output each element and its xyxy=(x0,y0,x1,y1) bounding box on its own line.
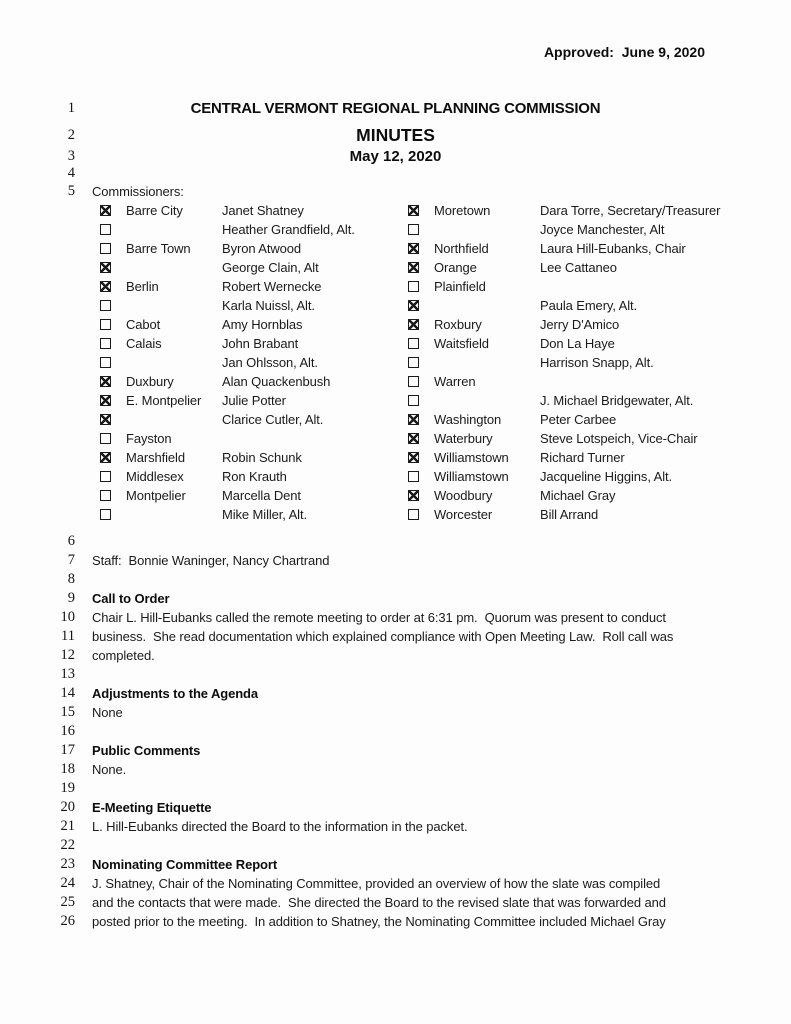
doc-line xyxy=(40,608,751,627)
attendance-checkbox xyxy=(100,452,111,463)
member-name: Marcella Dent xyxy=(222,488,301,503)
town-label: Worcester xyxy=(434,507,493,522)
attendance-checkbox xyxy=(408,300,419,311)
member-name: Jerry D'Amico xyxy=(540,317,620,332)
member-name: Janet Shatney xyxy=(222,203,304,218)
member-name: Laura Hill-Eubanks, Chair xyxy=(540,241,686,256)
town-label: Marshfield xyxy=(126,450,185,465)
commissioner-row xyxy=(100,239,751,258)
line-text: posted prior to the meeting. In addition to Shatney, the Nominating Committee included Michael Gray xyxy=(92,914,666,929)
doc-line xyxy=(40,760,751,779)
attendance-checkbox xyxy=(100,243,111,254)
line-number: 9 xyxy=(67,590,75,606)
line-number: 23 xyxy=(60,856,75,872)
line-number: 16 xyxy=(60,723,75,739)
attendance-checkbox xyxy=(100,471,111,482)
member-name: Jan Ohlsson, Alt. xyxy=(222,355,318,370)
doc-line xyxy=(40,122,751,148)
member-name: Richard Turner xyxy=(540,450,625,465)
attendance-checkbox xyxy=(408,357,419,368)
attendance-checkbox xyxy=(408,338,419,349)
line-number: 1 xyxy=(67,100,75,116)
doc-line xyxy=(40,722,751,741)
member-name: Paula Emery, Alt. xyxy=(540,298,638,313)
commissioner-row xyxy=(100,201,751,220)
member-name: Heather Grandfield, Alt. xyxy=(222,222,355,237)
section-heading: Nominating Committee Report xyxy=(92,857,278,872)
member-name: Michael Gray xyxy=(540,488,616,503)
town-label: E. Montpelier xyxy=(126,393,202,408)
doc-line xyxy=(40,798,751,817)
commissioner-row xyxy=(100,372,751,391)
section-heading: Call to Order xyxy=(92,591,170,606)
town-label: Warren xyxy=(434,374,476,389)
attendance-checkbox xyxy=(100,395,111,406)
member-name: George Clain, Alt xyxy=(222,260,319,275)
doc-line xyxy=(40,665,751,684)
line-number: 3 xyxy=(67,148,75,164)
line-number: 11 xyxy=(61,628,75,644)
member-name: Lee Cattaneo xyxy=(540,260,617,275)
member-name: Jacqueline Higgins, Alt. xyxy=(540,469,673,484)
town-label: Fayston xyxy=(126,431,172,446)
section-heading: Public Comments xyxy=(92,743,201,758)
doc-subtitle: MINUTES xyxy=(356,125,435,145)
doc-line xyxy=(40,912,751,931)
attendance-checkbox xyxy=(408,433,419,444)
line-number: 24 xyxy=(60,875,75,891)
attendance-checkbox xyxy=(408,224,419,235)
doc-line xyxy=(40,703,751,722)
line-text: completed. xyxy=(92,648,155,663)
commissioner-row xyxy=(100,486,751,505)
attendance-checkbox xyxy=(100,319,111,330)
section-heading: E-Meeting Etiquette xyxy=(92,800,212,815)
member-name: Mike Miller, Alt. xyxy=(222,507,307,522)
line-number: 4 xyxy=(67,165,75,181)
member-name: Ron Krauth xyxy=(222,469,287,484)
attendance-checkbox xyxy=(408,471,419,482)
attendance-checkbox xyxy=(100,490,111,501)
line-number: 13 xyxy=(60,666,75,682)
attendance-checkbox xyxy=(100,414,111,425)
line-number: 19 xyxy=(60,780,75,796)
town-label: Williamstown xyxy=(434,469,509,484)
line-number: 20 xyxy=(60,799,75,815)
attendance-checkbox xyxy=(408,395,419,406)
line-number: 7 xyxy=(67,552,75,568)
attendance-checkbox xyxy=(100,224,111,235)
commissioner-row xyxy=(100,277,751,296)
line-text: and the contacts that were made. She directed the Board to the revised slate that was forwarded and xyxy=(92,895,666,910)
line-number: 22 xyxy=(60,837,75,853)
doc-title: CENTRAL VERMONT REGIONAL PLANNING COMMISSION xyxy=(190,100,601,117)
commissioner-row xyxy=(100,315,751,334)
attendance-checkbox xyxy=(408,376,419,387)
town-label: Orange xyxy=(434,260,477,275)
town-label: Cabot xyxy=(126,317,161,332)
town-label: Roxbury xyxy=(434,317,482,332)
doc-line xyxy=(40,817,751,836)
doc-line xyxy=(40,570,751,589)
doc-line xyxy=(40,532,751,551)
attendance-checkbox xyxy=(408,205,419,216)
line-text: Commissioners: xyxy=(92,184,184,199)
attendance-checkbox xyxy=(100,433,111,444)
line-text: L. Hill-Eubanks directed the Board to the information in the packet. xyxy=(92,819,468,834)
town-label: Williamstown xyxy=(434,450,509,465)
line-number: 10 xyxy=(60,609,75,625)
town-label: Barre Town xyxy=(126,241,191,256)
member-name: Dara Torre, Secretary/Treasurer xyxy=(540,203,721,218)
line-text: None. xyxy=(92,762,127,777)
commissioner-row xyxy=(100,467,751,486)
member-name: J. Michael Bridgewater, Alt. xyxy=(540,393,694,408)
town-label: Montpelier xyxy=(126,488,186,503)
commissioner-row xyxy=(100,353,751,372)
commissioner-row xyxy=(100,220,751,239)
town-label: Northfield xyxy=(434,241,489,256)
doc-line xyxy=(40,165,751,182)
section-heading: Adjustments to the Agenda xyxy=(92,686,259,701)
attendance-checkbox xyxy=(408,319,419,330)
doc-line xyxy=(40,836,751,855)
member-name: Amy Hornblas xyxy=(222,317,303,332)
attendance-checkbox xyxy=(100,281,111,292)
doc-line xyxy=(40,551,751,570)
doc-line xyxy=(40,182,751,201)
member-name: John Brabant xyxy=(222,336,299,351)
member-name: Clarice Cutler, Alt. xyxy=(222,412,324,427)
attendance-checkbox xyxy=(100,376,111,387)
attendance-checkbox xyxy=(100,509,111,520)
line-number: 12 xyxy=(60,647,75,663)
doc-line xyxy=(40,779,751,798)
line-number: 6 xyxy=(67,533,75,549)
line-number: 26 xyxy=(60,913,75,929)
line-number: 8 xyxy=(67,571,75,587)
line-number: 18 xyxy=(60,761,75,777)
member-name: Robin Schunk xyxy=(222,450,302,465)
line-text: J. Shatney, Chair of the Nominating Committee, provided an overview of how the slate was compiled xyxy=(92,876,661,891)
doc-line xyxy=(40,741,751,760)
line-text: Chair L. Hill-Eubanks called the remote meeting to order at 6:31 pm. Quorum was present to conduct xyxy=(92,610,666,625)
attendance-checkbox xyxy=(408,490,419,501)
commissioner-row xyxy=(100,410,751,429)
doc-line xyxy=(40,148,751,165)
town-label: Barre City xyxy=(126,203,183,218)
member-name: Don La Haye xyxy=(540,336,615,351)
town-label: Moretown xyxy=(434,203,491,218)
attendance-checkbox xyxy=(100,357,111,368)
attendance-checkbox xyxy=(100,205,111,216)
member-name: Joyce Manchester, Alt xyxy=(540,222,665,237)
line-text: Staff: Bonnie Waninger, Nancy Chartrand xyxy=(92,553,330,568)
town-label: Plainfield xyxy=(434,279,486,294)
commissioner-row xyxy=(100,448,751,467)
member-name: Steve Lotspeich, Vice-Chair xyxy=(540,431,698,446)
member-name: Karla Nuissl, Alt. xyxy=(222,298,315,313)
doc-line xyxy=(40,684,751,703)
line-number: 14 xyxy=(60,685,75,701)
doc-body xyxy=(40,95,751,931)
line-number: 17 xyxy=(60,742,75,758)
member-name: Byron Atwood xyxy=(222,241,302,256)
doc-line xyxy=(40,627,751,646)
attendance-checkbox xyxy=(408,243,419,254)
doc-line xyxy=(40,589,751,608)
commissioner-row xyxy=(100,334,751,353)
attendance-checkbox xyxy=(100,300,111,311)
town-label: Waitsfield xyxy=(434,336,489,351)
line-text: None xyxy=(92,705,123,720)
commissioner-row xyxy=(100,429,751,448)
member-name: Bill Arrand xyxy=(540,507,599,522)
attendance-checkbox xyxy=(100,338,111,349)
member-name: Robert Wernecke xyxy=(222,279,322,294)
town-label: Woodbury xyxy=(434,488,493,503)
member-name: Harrison Snapp, Alt. xyxy=(540,355,654,370)
member-name: Julie Potter xyxy=(222,393,286,408)
commissioner-row xyxy=(100,505,751,524)
doc-line xyxy=(40,646,751,665)
line-text: business. She read documentation which explained compliance with Open Meeting Law. Roll call was xyxy=(92,629,674,644)
doc-line xyxy=(40,893,751,912)
commissioners-table xyxy=(100,201,751,524)
town-label: Berlin xyxy=(126,279,159,294)
commissioner-row xyxy=(100,296,751,315)
attendance-checkbox xyxy=(408,281,419,292)
line-number: 15 xyxy=(60,704,75,720)
town-label: Duxbury xyxy=(126,374,174,389)
member-name: Alan Quackenbush xyxy=(222,374,331,389)
attendance-checkbox xyxy=(408,509,419,520)
line-number: 2 xyxy=(67,127,75,143)
town-label: Middlesex xyxy=(126,469,184,484)
commissioner-row xyxy=(100,258,751,277)
line-number: 21 xyxy=(60,818,75,834)
line-number: 5 xyxy=(67,183,75,199)
member-name: Peter Carbee xyxy=(540,412,617,427)
line-number: 25 xyxy=(60,894,75,910)
doc-line xyxy=(40,855,751,874)
commissioner-row xyxy=(100,391,751,410)
attendance-checkbox xyxy=(408,452,419,463)
doc-date: May 12, 2020 xyxy=(349,148,442,165)
attendance-checkbox xyxy=(408,262,419,273)
doc-line xyxy=(40,874,751,893)
doc-line xyxy=(40,95,751,122)
town-label: Calais xyxy=(126,336,162,351)
approved-stamp: Approved: June 9, 2020 xyxy=(543,44,705,60)
attendance-checkbox xyxy=(408,414,419,425)
town-label: Waterbury xyxy=(434,431,493,446)
town-label: Washington xyxy=(434,412,502,427)
attendance-checkbox xyxy=(100,262,111,273)
